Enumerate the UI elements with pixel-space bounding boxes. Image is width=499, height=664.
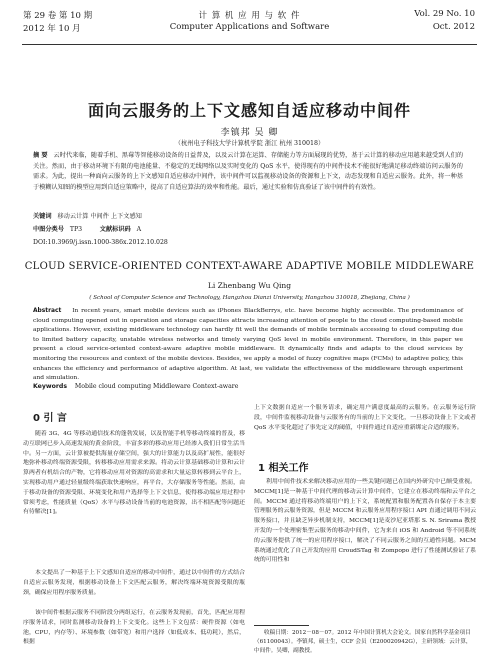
intro-paragraph-3: 该中间件根据云服务不同阶段分两组运行，在云服务发现前，首先，匹配应用程序服务请求，同时监测移动设备的上下文变化。这些上下文包括：硬件资源（如电池，CPU，内存等）、环境参数（如带宽）和用户选择（如低成本、低功耗），然后，根据	[23, 610, 245, 646]
paper-title-en: CLOUD SERVICE-ORIENTED CONTEXT-AWARE ADAPTIVE MOBILE MIDDLEWARE	[24, 261, 475, 272]
header-date-en: Oct. 2012	[432, 22, 475, 32]
doi-line: DOI:10.3969/j.issn.1000-386x.2012.10.028	[33, 239, 168, 246]
header-volume-cn: 第 29 卷 第 10 期	[23, 11, 93, 21]
paper-title-cn: 面向云服务的上下文感知自适应移动中间件	[87, 101, 411, 120]
abstract-en-text: In recent years, smart mobile devices such as iPhones BlackBerrys, etc. have become highly accessible. The predominance of cloud computing opened out in operation and storage capacities attracts increasing attention of people to the cloud computing-based mobile applications. However, existing middleware technology can hardly fit well the demands of mobile terminals accessing to cloud computing due to limited battery capacity, unstable wireless networks and timely varying QoS level in mobile environment. Therefore, in this paper we present a cloud service-oriented context-aware adaptive mobile middleware. It dynamically finds and adapts to the cloud services by monitoring the resources and context of the mobile devices. Besides, we apply a model of fuzzy cognitive maps (FCMs) to adaptive policy, this enhances the efficiency and performance of adaptive algorithm. At last, we validate the effectiveness of the middleware through experiment and simulation.	[33, 308, 463, 382]
right-column-top-paragraph: 上下文数据自适应一个服务请求，确定用户满意度最高的云服务。在云服务运行阶段，中间件监视移动设备与云服务有的当前的上下文变化，一旦移动设备上下文或者 QoS 水平变化超过了事先定义的阈值，中间件通过自适应重新绑定合适的服务。	[254, 405, 476, 431]
abstract-cn-label: 摘 要	[33, 152, 48, 159]
intro-paragraph-1: 随着 3G、4G 等移动通信技术的蓬勃发展，以及智能手机等移动终端的普及，移动互联网已步入高速发展的黄金阶段，丰富多彩的移动应用已经渗入我们日常生活当中。另一方面，云计算被提供海量存储空间，强大的计算能力以及高扩展性，能很好地弥补移动终端资源受限，转移移动应用需求来源。将动云计算基础移动计算和云计算两者有机结合的产物，它将移动应用对资源的高需求和大量运算转移到云平台上，实现移动用户通过轻量级终端获取快速响应，再平台，大存储服务等性能。然而，由于移动设备的资源受限、环境变化和用户选择等上下文信息，使得移动端应用过程中常须考虑，性能质量（QoS）水平与移动设备当前的电池资源，出不相匹配等问题还有待解决[1]。	[23, 431, 245, 516]
header-journal-cn: 计 算 机 应 用 与 软 件	[198, 11, 301, 21]
keywords-en-label: Keywords	[33, 383, 68, 390]
keywords-cn-label: 关键词	[33, 213, 52, 220]
authors-cn: 李镇邦 吴 卿	[220, 128, 279, 138]
clc-label: 中图分类号	[33, 226, 64, 233]
footnote: 收稿日期：2012－08－07。2012 年中国计算机大会论文。国家自然科学基金项目（61100043）。李镇邦，硕士生，CCF 会员（E200020942G），主研领域：云计算，中间件。吴卿，副教授。	[254, 630, 472, 654]
doc-code-value: A	[136, 226, 142, 233]
doc-code-label: 文献标识码	[99, 226, 131, 233]
abstract-cn	[33, 151, 463, 193]
classification-line	[33, 225, 463, 236]
keywords-en	[33, 382, 463, 393]
affiliation-cn: （杭州电子科技大学计算机学院 浙江 杭州 310018）	[174, 140, 325, 147]
keywords-en-text: Mobile cloud computing Middleware Context-aware	[74, 383, 239, 390]
intro-paragraph-2: 本文提出了一种基于上下文感知自适应的移动中间件，通过以中间件的方式结合自适应云服务发现，根据移动设备上下文匹配云服务，解决终端环境资源受限的瓶颈，确保应用程序服务质量。	[23, 570, 245, 596]
header-date-cn: 2012 年 10 月	[23, 24, 81, 34]
abstract-cn-text: 云时代来临，随着手机、黑莓等智能移动设备的日益普及，以及云计算在运算、存储能力等方面展现的优势，基于云计算的移动应用越来越受到人们的关注。然而，由于移动环境下有限的电池能量、不稳定的无线网络以及实时变化的 QoS 水平，使得现有的中间件技术不能很好地满足移动终端访问云服务的需求。为此，提出一种面向云服务的上下文感知自适应移动中间件，该中间件可以监视移动设备的资源和上下文，动态发现和自适应云服务。此外，将一种基于模糊认知图的模型应用到自适应策略中，提高了自适应算法的效率和性能。最后，通过实验和仿真验证了该中间件的有效性。	[33, 152, 464, 191]
header-rule	[22, 44, 477, 45]
related-work-paragraph: 利用中间件技术来解决移动应用的一些关键问题已在国内外研究中已颇受重视。MCCM[1]是一种基于中间代理的移动云计算中间件，它建立在移动终端和云平台之间。MCCM 通过将移动终端用户的上下文，系统配置和服务配置各自保存于本主要管理服务的云服务资源，但是 MCCM 和云服务应用程序接口 API 直通过调用不同云服务接口，并且缺乏异步机制支持，MCCM[1]是麦沙尼亚塔那 S. N. Srirama 教授开发的一个处理密集型云服务的移动中间件，它为来自 iOS 和 Android 等不同系统的云服务提供了统一的应用程序接口，解决了不同云服务之间的互通性问题。MCM 系统通过优化了自己开发的应用 CroudSTag 和 Zompopo 进行了性能测试验证了系统的可用性和	[254, 479, 476, 564]
footnote-rule	[254, 625, 309, 626]
abstract-en	[33, 307, 463, 384]
keywords-cn-text: 移动云计算 中间件 上下文感知	[57, 213, 142, 220]
abstract-en-label: Abstract	[33, 308, 62, 314]
header-journal-en: Computer Applications and Software	[169, 22, 330, 32]
section-1-heading: 1 相关工作	[258, 463, 309, 474]
clc-value: TP3	[69, 226, 83, 233]
affiliation-en: ( School of Computer Science and Technology, Hangzhou Dianzi University, Hangzhou 310018, Zhejiang, China )	[89, 295, 410, 301]
header-volume-en: Vol. 29 No. 10	[414, 9, 475, 19]
keywords-cn	[33, 212, 463, 223]
section-0-heading: 0 引 言	[33, 413, 67, 424]
authors-en: Li Zhenbang Wu Qing	[207, 281, 292, 290]
